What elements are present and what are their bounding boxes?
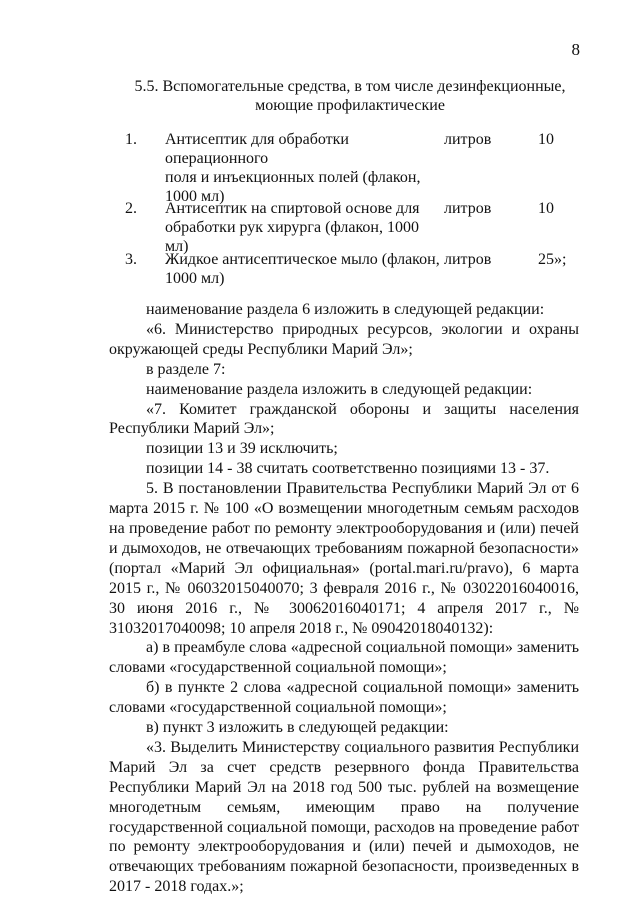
paragraph: «3. Выделить Министерству социального развития Республики Марий Эл за счет средств резервного фонда Правительства Республики Марий Эл на 2018 год 500 тыс. рублей на возмещение многодетным семьям, имеющим право на получение государственной социальной помощи, расходов на проведение работ по ремонту электрооборудования и (или) печей и дымоходов, не отвечающих требованиям пожарной безопасности, произведенных в 2017 - 2018 годах.»; [109, 738, 579, 896]
item-name-line: 1000 мл) [165, 270, 225, 287]
item-name-line: обработки рук хирурга (флакон, 1000 мл) [165, 219, 419, 255]
paragraph: позиции 14 - 38 считать соответственно позициями 13 - 37. [146, 460, 550, 478]
item-name-line: Жидкое антисептическое мыло (флакон, [165, 251, 440, 268]
paragraph: а) в преамбуле слова «адресной социальной помощи» заменить словами «государственной социальной помощи»; [109, 639, 579, 677]
item-number: 3. [125, 251, 137, 268]
section-heading-line-2: моющие профилактические [255, 97, 445, 114]
paragraph: в разделе 7: [146, 360, 226, 378]
item-unit: литров [444, 200, 492, 217]
item-unit: литров [444, 131, 492, 148]
item-name-line: Антисептик для обработки операционного [165, 131, 349, 167]
item-unit: литров [444, 251, 492, 268]
page-number: 8 [571, 40, 580, 59]
paragraph: наименование раздела 6 изложить в следующей редакции: [146, 301, 545, 318]
item-quantity: 10 [538, 200, 554, 217]
item-name-line: Антисептик на спиртовой основе для [165, 200, 420, 217]
item-name [165, 250, 445, 288]
item-name-line: поля и инъекционных полей (флакон, [165, 169, 421, 186]
section-heading [100, 77, 600, 115]
paragraph: «7. Комитет гражданской обороны и защиты населения Республики Марий Эл»; [109, 400, 579, 438]
item-quantity: 25»; [538, 251, 567, 268]
section-heading-line-1: 5.5. Вспомогательные средства, в том числе дезинфекционные, [134, 78, 566, 95]
paragraph: позиции 13 и 39 исключить; [146, 440, 338, 458]
paragraph: в) пункт 3 изложить в следующей редакции: [146, 719, 449, 737]
paragraph: 5. В постановлении Правительства Республики Марий Эл от 6 марта 2015 г. № 100 «О возмещении многодетным семьям расходов на проведение работ по ремонту электрооборудования и (или) печей и дымоходов, не отвечающих требованиям пожарной безопасности» (портал «Марий Эл официальная» (portal.mari.ru/pravo), 6 марта 2015 г., № 06032015040070; 3 февраля 2016 г., № 03022016040016, 30 июня 2016 г., № 30062016040171; 4 апреля 2017 г., № 31032017040098; 10 апреля 2018 г., № 09042018040132): [109, 480, 579, 637]
item-number: 1. [125, 131, 137, 148]
item-name [165, 130, 445, 206]
item-name-line: 1000 мл) [165, 188, 225, 205]
item-number: 2. [125, 200, 137, 217]
paragraph: б) в пункте 2 слова «адресной социальной помощи» заменить словами «государственной социальной помощи»; [109, 679, 579, 717]
item-name [165, 199, 445, 256]
paragraph: наименование раздела изложить в следующей редакции: [146, 380, 533, 398]
body-text [109, 300, 579, 897]
item-quantity: 10 [538, 131, 554, 148]
paragraph: «6. Министерство природных ресурсов, экологии и охраны окружающей среды Республики Марий Эл»; [109, 320, 579, 358]
